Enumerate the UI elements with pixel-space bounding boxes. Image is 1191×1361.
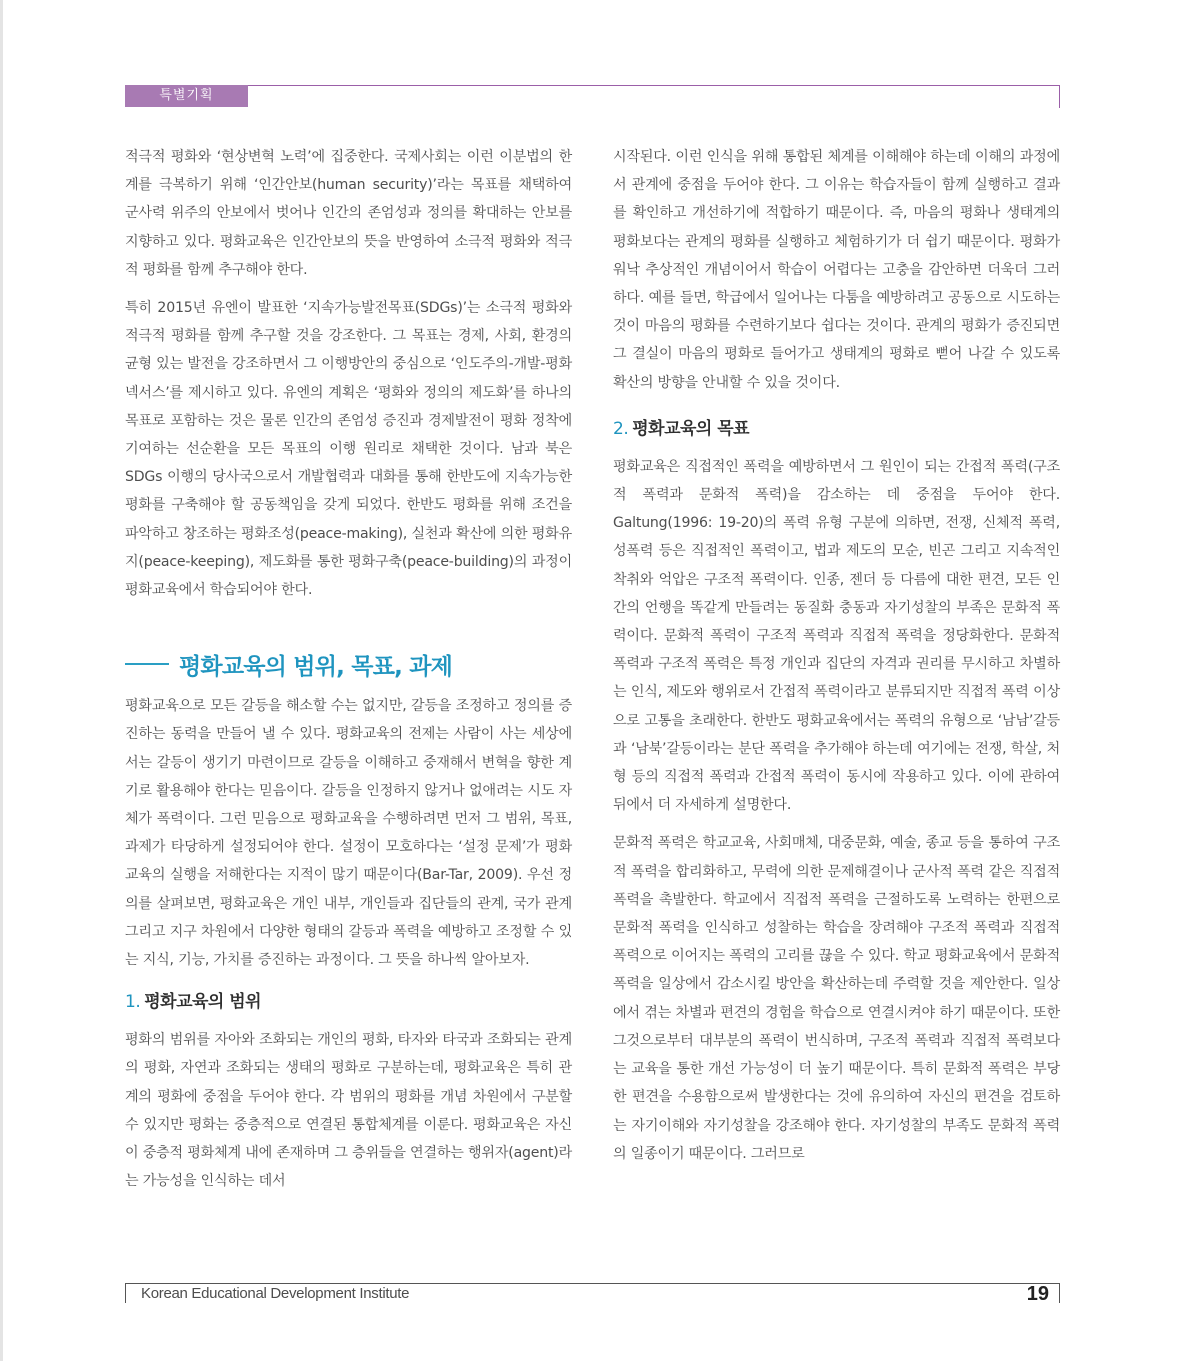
paragraph: 평화의 범위를 자아와 조화되는 개인의 평화, 타자와 타국과 조화되는 관계의 평화, 자연과 조화되는 생태의 평화로 구분하는데, 평화교육은 특히 관계의 평화에 중점을 두어야 한다. 각 범위의 평화를 개념 차원에서 구분할 수 있지만 평화는 중층적으로 연결된 통합체계를 이룬다. 평화교육은 자신이 중층적 평화체계 내에 존재하며 그 층위들을 연결하는 행위자(agent)라는 가능성을 인식하는 데서 bbox=[125, 1032, 572, 1190]
left-column bbox=[125, 143, 572, 1196]
heading-dash bbox=[125, 663, 169, 665]
section-tag: 특별기획 bbox=[125, 85, 248, 107]
subsection-title: 평화교육의 목표 bbox=[632, 418, 750, 439]
subsection-heading bbox=[613, 417, 1060, 441]
page-number: 19 bbox=[1026, 1283, 1049, 1305]
header-rule bbox=[125, 85, 1060, 108]
subsection-number: 2. bbox=[613, 418, 629, 439]
subsection-heading bbox=[125, 990, 572, 1014]
footer-institute: Korean Educational Development Institute bbox=[141, 1285, 410, 1302]
page-edge bbox=[0, 0, 3, 1361]
subsection-title: 평화교육의 범위 bbox=[144, 992, 262, 1013]
paragraph: 평화교육으로 모든 갈등을 해소할 수는 없지만, 갈등을 조정하고 정의를 증진하는 동력을 만들어 낼 수 있다. 평화교육의 전제는 사람이 사는 세상에서는 갈등이 생기기 마련이므로 갈등을 이해하고 중재해서 변혁을 향한 계기로 활용해야 한다는 믿음이다. 갈등을 인정하지 않거나 없애려는 시도 자체가 폭력이다. 그런 믿음으로 평화교육을 수행하려면 먼저 그 범위, 목표, 과제가 타당하게 설정되어야 한다. 설정이 모호하다는 ‘설정 문제’가 평화교육의 실행을 저해한다는 지적이 많기 때문이다(Bar-Tar, 2009). 우선 정의를 살펴보면, 평화교육은 개인 내부, 개인들과 집단들의 관계, 국가 관계 그리고 지구 차원에서 다양한 형태의 갈등과 폭력을 예방하고 조정할 수 있는 지식, 기능, 가치를 증진하는 과정이다. 그 뜻을 하나씩 알아보자. bbox=[125, 698, 572, 969]
subsection-number: 1. bbox=[125, 992, 141, 1013]
paragraph: 평화교육은 직접적인 폭력을 예방하면서 그 원인이 되는 간접적 폭력(구조적 폭력과 문화적 폭력)을 감소하는 데 중점을 두어야 한다. Galtung(1996: 19-20)의 폭력 유형 구분에 의하면, 전쟁, 신체적 폭력, 성폭력 등은 직접적인 폭력이고, 법과 제도의 모순, 빈곤 그리고 지속적인 착취와 억압은 구조적 폭력이다. 인종, 젠더 등 다름에 대한 편견, 모든 인간의 언행을 똑같게 만들려는 동질화 충동과 자기성찰의 부족은 문화적 폭력이다. 문화적 폭력이 구조적 폭력과 직접적 폭력을 정당화한다. 문화적 폭력과 구조적 폭력은 특정 개인과 집단의 자격과 권리를 무시하고 차별하는 인식, 제도와 행위로서 간접적 폭력이라고 분류되지만 직접적 폭력 이상으로 고통을 초래한다. 한반도 평화교육에서는 폭력의 유형으로 ‘남남’갈등과 ‘남북’갈등이라는 분단 폭력을 추가해야 하는데 여기에는 전쟁, 학살, 처형 등의 직접적 폭력과 간접적 폭력이 동시에 작용하고 있다. 이에 관하여 뒤에서 더 자세하게 설명한다. bbox=[613, 458, 1060, 814]
section-heading bbox=[125, 646, 572, 682]
paragraph: 시작된다. 이런 인식을 위해 통합된 체계를 이해해야 하는데 이해의 과정에서 관계에 중점을 두어야 한다. 그 이유는 학습자들이 함께 실행하고 결과를 확인하고 개선하기에 적합하기 때문이다. 즉, 마음의 평화나 생태계의 평화보다는 관계의 평화를 실행하고 체험하기가 더 쉽기 때문이다. 평화가 워낙 추상적인 개념이어서 학습이 어렵다는 고충을 감안하면 더욱더 그러하다. 예를 들면, 학급에서 일어나는 다툼을 예방하려고 공동으로 시도하는 것이 마음의 평화를 수련하기보다 쉽다는 것이다. 관계의 평화가 증진되면 그 결실이 마음의 평화로 들어가고 생태계의 평화로 뻗어 나갈 수 있도록 확산의 방향을 안내할 수 있을 것이다. bbox=[613, 149, 1060, 391]
paragraph: 특히 2015년 유엔이 발표한 ‘지속가능발전목표(SDGs)’는 소극적 평화와 적극적 평화를 함께 추구할 것을 강조한다. 그 목표는 경제, 사회, 환경의 균형 있는 발전을 강조하면서 그 이행방안의 중심으로 ‘인도주의-개발-평화 넥서스’를 제시하고 있다. 유엔의 계획은 ‘평화와 정의의 제도화’를 하나의 목표로 포함하는 것은 물론 인간의 존엄성 증진과 경제발전이 평화 정착에 기여하는 선순환을 모든 목표의 이행 원리로 채택한 것이다. 남과 북은 SDGs 이행의 당사국으로서 개발협력과 대화를 통해 한반도에 지속가능한 평화를 구축해야 할 공동책임을 갖게 되었다. 한반도 평화를 위해 조건을 파악하고 창조하는 평화조성(peace-making), 실천과 확산에 의한 평화유지(peace-keeping), 제도화를 통한 평화구축(peace-building)의 과정이 평화교육에서 학습되어야 한다. bbox=[125, 300, 572, 599]
paragraph: 문화적 폭력은 학교교육, 사회매체, 대중문화, 예술, 종교 등을 통하여 구조적 폭력을 합리화하고, 무력에 의한 문제해결이나 군사적 폭력 같은 직접적 폭력을 촉발한다. 학교에서 직접적 폭력을 근절하도록 노력하는 한편으로 문화적 폭력을 인식하고 성찰하는 학습을 장려해야 구조적 폭력과 직접적 폭력으로 이어지는 폭력의 고리를 끊을 수 있다. 학교 평화교육에서 문화적 폭력을 일상에서 감소시킬 방안을 확산하는데 주력할 것을 제안한다. 일상에서 겪는 차별과 편견의 경험을 학습으로 연결시켜야 하기 때문이다. 또한 그것으로부터 대부분의 폭력이 번식하며, 구조적 폭력과 직접적 폭력보다는 교육을 통한 개선 가능성이 더 높기 때문이다. 특히 문화적 폭력은 부당한 편견을 수용함으로써 발생한다는 것에 유의하여 자신의 편견을 검토하는 자기이해와 자기성찰을 강조해야 한다. 자기성찰의 부족도 문화적 폭력의 일종이기 때문이다. 그러므로 bbox=[613, 835, 1060, 1162]
section-heading-title: 평화교육의 범위, 목표, 과제 bbox=[179, 653, 453, 680]
paragraph: 적극적 평화와 ‘현상변혁 노력’에 집중한다. 국제사회는 이런 이분법의 한계를 극복하기 위해 ‘인간안보(human security)’라는 목표를 채택하여 군사력 위주의 안보에서 벗어나 인간의 존엄성과 정의를 확대하는 안보를 지향하고 있다. 평화교육은 인간안보의 뜻을 반영하여 소극적 평화와 적극적 평화를 함께 추구해야 한다. bbox=[125, 149, 572, 278]
right-column bbox=[613, 143, 1060, 1168]
